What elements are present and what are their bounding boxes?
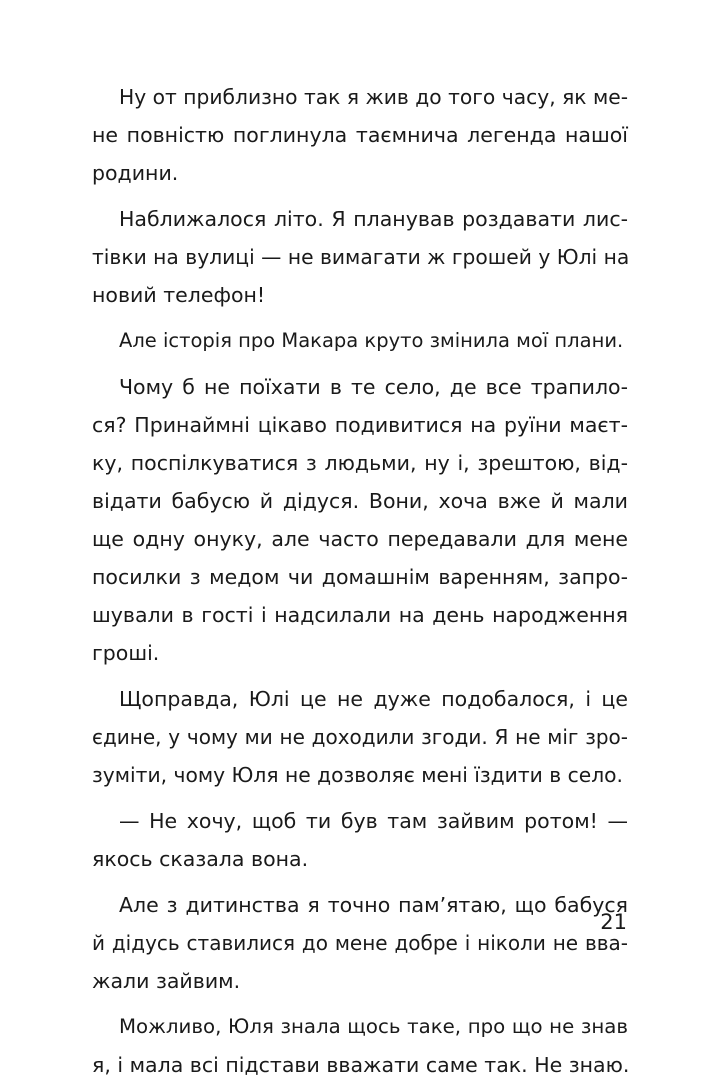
text-line: новий телефон! [92,283,266,307]
text-line: якось сказала вона. [92,847,309,871]
text-line: посилки з медом чи домашнім варенням, запро- [92,565,628,589]
text-line: Але історія про Макара круто змінила мої плани. [119,329,624,352]
page-number: 21 [600,910,627,934]
text-line: родини. [92,161,179,185]
text-line: ку, поспілкуватися з людьми, ну і, зрештою, від- [92,451,628,475]
text-line: жали зайвим. [92,969,241,993]
text-line: Щоправда, Юлі це не дуже подобалося, і це [119,687,628,711]
text-line: Чому б не поїхати в те село, де все трапило- [119,375,628,399]
text-line: — Не хочу, щоб ти був там зайвим ротом! — [119,809,628,833]
text-line: відати бабусю й дідуся. Вони, хоча вже й мали [92,489,628,513]
text-line: шували в гості і надсилали на день народження [92,603,628,627]
text-line: гроші. [92,641,160,665]
text-line: Але з дитинства я точно пам’ятаю, що бабуся [119,893,628,917]
body-text [92,78,628,1084]
text-line: тівки на вулиці — не вимагати ж грошей у Юлі на [92,245,630,269]
text-line: єдине, у чому ми не доходили згоди. Я не міг зро- [92,725,628,749]
text-line: я, і мала всі підстави вважати саме так. Не знаю. [92,1053,630,1077]
text-line: Наближалося літо. Я планував роздавати лис- [119,207,628,231]
text-line: ще одну онуку, але часто передавали для мене [92,527,628,551]
text-line: й дідусь ставилися до мене добре і ніколи не вва- [92,931,628,955]
text-line: не повністю поглинула таємнича легенда нашої [92,123,628,147]
text-line: ся? Принаймні цікаво подивитися на руїни маєт- [92,413,628,437]
text-line: Ну от приблизно так я жив до того часу, як ме- [119,85,628,109]
text-line: зуміти, чому Юля не дозволяє мені їздити в село. [92,763,623,787]
text-line: Можливо, Юля знала щось таке, про що не знав [119,1015,628,1038]
